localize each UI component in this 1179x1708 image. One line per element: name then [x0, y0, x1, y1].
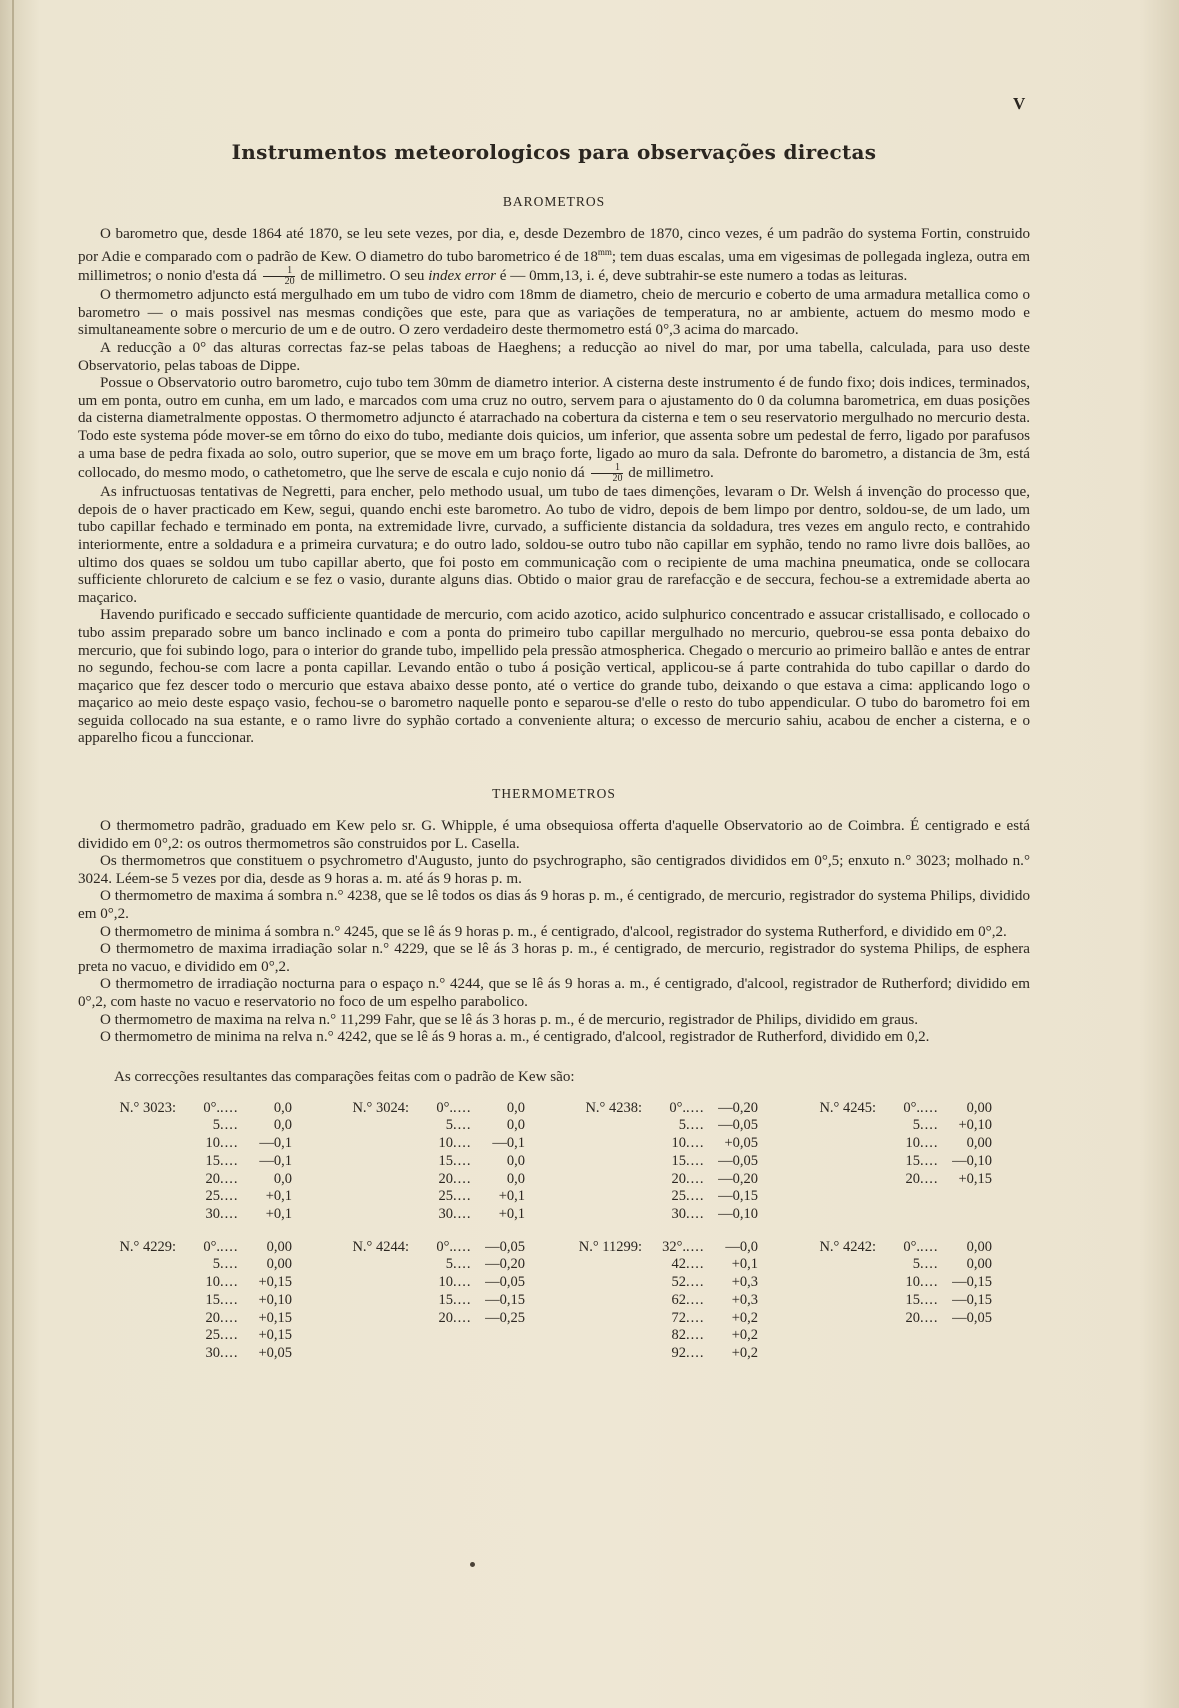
leader-dots: .... [920, 1135, 939, 1152]
corrections-row [544, 1274, 758, 1292]
correction-value: 0,0 [506, 1170, 525, 1187]
corrections-row [78, 1274, 292, 1292]
leader-dots: .... [453, 1291, 472, 1308]
instrument-number [311, 1135, 415, 1153]
temperature-point: 25 [671, 1188, 686, 1205]
leader-dots: .... [920, 1152, 939, 1169]
instrument-number [544, 1117, 648, 1135]
temperature-point: 0°. [436, 1099, 453, 1116]
instrument-number: N.° 4242: [819, 1238, 876, 1255]
corrections-row [311, 1100, 525, 1118]
correction-value: —0,15 [952, 1274, 992, 1291]
corrections-row [311, 1206, 525, 1224]
corrections-row [311, 1256, 525, 1274]
paragraph-thermometros-7: O thermometro de maxima na relva n.° 11,299 Fahr, que se lê ás 3 horas p. m., é de mercurio, registrador de Philips, dividido em graus. [100, 1011, 919, 1028]
correction-value: —0,05 [718, 1117, 758, 1134]
instrument-number [311, 1256, 415, 1274]
instrument-number [544, 1206, 648, 1224]
correction-value: +0,2 [731, 1344, 758, 1361]
corrections-row [78, 1188, 292, 1206]
instrument-number: N.° 3024: [352, 1099, 409, 1116]
corrections-row [311, 1292, 525, 1310]
instrument-number [78, 1327, 182, 1345]
corrections-table [78, 1100, 1030, 1380]
page-number: V [1013, 94, 1026, 113]
temperature-point: 20 [438, 1170, 453, 1187]
correction-value: +0,10 [958, 1117, 992, 1134]
temperature-point: 0°. [436, 1238, 453, 1255]
corrections-block [311, 1239, 525, 1327]
instrument-number [78, 1292, 182, 1310]
instrument-number [544, 1188, 648, 1206]
instrument-number: N.° 4245: [819, 1099, 876, 1116]
temperature-point: 82 [671, 1327, 686, 1344]
correction-value: 0,00 [966, 1099, 992, 1116]
instrument-number [778, 1310, 882, 1328]
instrument-number [544, 1310, 648, 1328]
corrections-row [544, 1117, 758, 1135]
instrument-number: N.° 3023: [119, 1099, 176, 1116]
temperature-point: 5 [212, 1117, 220, 1134]
leader-dots: .... [686, 1238, 705, 1255]
temperature-point: 10 [205, 1274, 220, 1291]
correction-value: —0,10 [718, 1205, 758, 1222]
leader-dots: .... [453, 1256, 472, 1273]
page-content [78, 140, 1030, 1380]
instrument-number [311, 1292, 415, 1310]
paragraph-thermometros-3: O thermometro de maxima á sombra n.° 4238, que se lê todos os dias ás 9 horas p. m., é centigrado, de mercurio, registrador do systema Philips, dividido em 0°,2. [78, 888, 1030, 923]
temperature-point: 10 [205, 1135, 220, 1152]
leader-dots: .... [453, 1238, 472, 1255]
leader-dots: .... [920, 1117, 939, 1134]
corrections-row [78, 1171, 292, 1189]
leader-dots: .... [920, 1291, 939, 1308]
corrections-row [544, 1188, 758, 1206]
instrument-number [311, 1153, 415, 1171]
temperature-point: 0°. [903, 1238, 920, 1255]
section-heading-barometros: BAROMETROS [502, 194, 606, 209]
corrections-row [544, 1327, 758, 1345]
instrument-number [78, 1274, 182, 1292]
corrections-row [78, 1327, 292, 1345]
temperature-point: 10 [905, 1135, 920, 1152]
leader-dots: .... [220, 1135, 239, 1152]
correction-value: 0,00 [966, 1238, 992, 1255]
instrument-number [78, 1206, 182, 1224]
correction-value: —0,05 [485, 1274, 525, 1291]
corrections-row [78, 1117, 292, 1135]
temperature-point: 5 [212, 1256, 220, 1273]
leader-dots: .... [686, 1256, 705, 1273]
paragraph-thermometros-5: O thermometro de maxima irradiação solar n.° 4229, que se lê ás 3 horas p. m., é centigrado, de mercurio, registrador do systema Philips, de esphera preta no vacuo, e dividido em 0°,2. [78, 941, 1030, 975]
correction-value: —0,1 [259, 1135, 292, 1152]
binding-gutter [12, 0, 14, 1708]
correction-value: —0,05 [485, 1238, 525, 1255]
corrections-row [311, 1153, 525, 1171]
temperature-point: 10 [905, 1274, 920, 1291]
paragraph-thermometros-4: O thermometro de minima á sombra n.° 4245, que se lê ás 9 horas p. m., é centigrado, d'alcool, registrador do systema Rutherford, e dividido em 0°,2. [100, 923, 1007, 940]
corrections-row [778, 1171, 992, 1189]
leader-dots: .... [920, 1099, 939, 1116]
leader-dots: .... [686, 1188, 705, 1205]
instrument-number [544, 1135, 648, 1153]
leader-dots: .... [686, 1327, 705, 1344]
leader-dots: .... [220, 1274, 239, 1291]
corrections-row [78, 1292, 292, 1310]
leader-dots: .... [686, 1152, 705, 1169]
correction-value: 0,00 [266, 1256, 292, 1273]
temperature-point: 15 [905, 1152, 920, 1169]
leader-dots: .... [220, 1327, 239, 1344]
corrections-row [311, 1188, 525, 1206]
correction-value: +0,15 [258, 1327, 292, 1344]
leader-dots: .... [453, 1274, 472, 1291]
correction-value: 0,0 [273, 1170, 292, 1187]
paragraph-thermometros-6: O thermometro de irradiação nocturna para o espaço n.° 4244, que se lê ás 9 horas a. m., é centigrado, d'alcool, registrador de Rutherford; dividido em 0°,2, com haste no vacuo e reservatorio no foco de um espelho parabolico. [78, 976, 1030, 1010]
instrument-number [311, 1171, 415, 1189]
correction-value: 0,0 [273, 1117, 292, 1134]
temperature-point: 72 [671, 1309, 686, 1326]
paragraph-barometros-1: O barometro que, desde 1864 até 1870, se leu sete vezes, por dia, e, desde Dezembro de 1870, cinco vezes, é um padrão do systema Fortin, construido por Adie e comparado com o padrão de Kew. O diametro do tubo barometrico é de $18^{mm}$; tem duas escalas, uma em vigesimas de pollegada ingleza, outra em millimetros; o nonio d'esta dá $\frac{1}{20}$ de millimetro. O seu index error é — 0mm,13, i. é, deve subtrahir-se este numero a todas as leituras. [78, 226, 1031, 288]
correction-value: —0,25 [485, 1309, 525, 1326]
leader-dots: .... [686, 1099, 705, 1116]
leader-dots: .... [686, 1309, 705, 1326]
paragraph-thermometros-8: O thermometro de minima na relva n.° 4242, que se lê ás 9 horas a. m., é centigrado, d'alcool, registrador de Rutherford, dividido em 0,2. [100, 1029, 930, 1046]
temperature-point: 20 [205, 1170, 220, 1187]
temperature-point: 0°. [203, 1238, 220, 1255]
correction-value: +0,2 [731, 1327, 758, 1344]
corrections-row [778, 1256, 992, 1274]
leader-dots: .... [686, 1135, 705, 1152]
leader-dots: .... [686, 1170, 705, 1187]
leader-dots: .... [220, 1291, 239, 1308]
instrument-number [311, 1274, 415, 1292]
leader-dots: .... [686, 1344, 705, 1361]
instrument-number [311, 1188, 415, 1206]
instrument-number: N.° 4244: [352, 1238, 409, 1255]
temperature-point: 5 [445, 1117, 453, 1134]
corrections-row [544, 1345, 758, 1363]
corrections-row [778, 1153, 992, 1171]
correction-value: 0,00 [966, 1135, 992, 1152]
instrument-number [544, 1345, 648, 1363]
leader-dots: .... [920, 1238, 939, 1255]
fraction: $\frac{1}{20}$ [591, 463, 623, 484]
corrections-row [778, 1239, 992, 1257]
corrections-block [778, 1239, 992, 1327]
correction-value: —0,20 [718, 1170, 758, 1187]
correction-value: —0,15 [485, 1291, 525, 1308]
corrections-row [544, 1239, 758, 1257]
corrections-row [78, 1256, 292, 1274]
correction-value: +0,05 [258, 1344, 292, 1361]
corrections-row [311, 1171, 525, 1189]
corrections-row [544, 1171, 758, 1189]
leader-dots: .... [453, 1309, 472, 1326]
temperature-point: 5 [445, 1256, 453, 1273]
corrections-block [544, 1100, 758, 1224]
instrument-number [78, 1171, 182, 1189]
instrument-number [78, 1153, 182, 1171]
correction-value: +0,1 [265, 1188, 292, 1205]
instrument-number [544, 1153, 648, 1171]
corrections-row [78, 1153, 292, 1171]
correction-value: +0,1 [498, 1205, 525, 1222]
temperature-point: 0°. [903, 1099, 920, 1116]
temperature-point: 92 [671, 1344, 686, 1361]
leader-dots: .... [220, 1170, 239, 1187]
correction-value: —0,1 [259, 1152, 292, 1169]
corrections-row [78, 1206, 292, 1224]
temperature-point: 62 [671, 1291, 686, 1308]
instrument-number [544, 1171, 648, 1189]
temperature-point: 15 [205, 1152, 220, 1169]
temperature-point: 15 [905, 1291, 920, 1308]
corrections-row [778, 1100, 992, 1118]
leader-dots: .... [220, 1309, 239, 1326]
instrument-number [778, 1292, 882, 1310]
instrument-number [78, 1135, 182, 1153]
correction-value: +0,1 [731, 1256, 758, 1273]
ink-dot [470, 1562, 475, 1567]
corrections-row [544, 1100, 758, 1118]
leader-dots: .... [220, 1205, 239, 1222]
leader-dots: .... [920, 1309, 939, 1326]
instrument-number [544, 1256, 648, 1274]
instrument-number [778, 1153, 882, 1171]
correction-value: +0,1 [265, 1205, 292, 1222]
instrument-number [544, 1292, 648, 1310]
temperature-point: 25 [438, 1188, 453, 1205]
temperature-point: 10 [438, 1274, 453, 1291]
temperature-point: 15 [671, 1152, 686, 1169]
instrument-number [78, 1188, 182, 1206]
instrument-number: N.° 11299: [578, 1238, 642, 1255]
leader-dots: .... [920, 1274, 939, 1291]
leader-dots: .... [920, 1256, 939, 1273]
corrections-block [544, 1239, 758, 1363]
leader-dots: .... [453, 1205, 472, 1222]
paragraph-barometros-2: O thermometro adjuncto está mergulhado em um tubo de vidro com 18mm de diametro, cheio de mercurio e coberto de uma armadura metallica como o barometro — o mais possivel nas mesmas condições que este, para que as variações de temperatura, no ar ambiente, actuem do mesmo modo e simultaneamente sobre o mercurio de um e de outro. O zero verdadeiro deste thermometro está 0°,3 acima do marcado. [78, 287, 1030, 339]
temperature-point: 20 [438, 1309, 453, 1326]
corrections-row [544, 1310, 758, 1328]
correction-value: +0,05 [724, 1135, 758, 1152]
corrections-row [311, 1274, 525, 1292]
corrections-row [778, 1274, 992, 1292]
correction-value: —0,0 [725, 1238, 758, 1255]
temperature-point: 15 [438, 1291, 453, 1308]
temperature-point: 10 [671, 1135, 686, 1152]
paragraph-barometros-4: Possue o Observatorio outro barometro, cujo tubo tem 30mm de diametro interior. A cisterna deste instrumento é de fundo fixo; dois indices, terminados, um em ponta, outro em cunha, em um lado, e marcados com uma cruz no outro, servem para o ajustamento do 0 da columna barometrica, em duas posições da cisterna diametralmente oppostas. O thermometro adjuncto é atarrachado na cobertura da cisterna e tem o seu reservatorio mergulhado no mercurio desta. Todo este systema póde mover-se em tôrno do eixo do tubo, mediante dois quicios, um inferior, que assenta sobre um pedestal de ferro, ligado por parafusos a uma base de pedra fixada ao solo, outro superior, que se move em um braço forte, ligado ao muro da sala. Defronte do barometro, a distancia de 3m, está collocado, do mesmo modo, o cathetometro, que lhe serve de escala e cujo nonio dá $\frac{1}{20}$ de millimetro. [78, 375, 1030, 485]
correction-value: +0,3 [731, 1291, 758, 1308]
temperature-point: 30 [205, 1205, 220, 1222]
leader-dots: .... [686, 1274, 705, 1291]
leader-dots: .... [220, 1238, 239, 1255]
temperature-point: 25 [205, 1327, 220, 1344]
temperature-point: 5 [912, 1117, 920, 1134]
leader-dots: .... [686, 1291, 705, 1308]
instrument-number [78, 1345, 182, 1363]
corrections-row [544, 1206, 758, 1224]
temperature-point: 30 [671, 1205, 686, 1222]
instrument-number [311, 1117, 415, 1135]
paragraph-barometros-3: A reducção a 0° das alturas correctas faz-se pelas taboas de Haeghens; a reducção ao nivel do mar, por uma tabella, calculada, para uso deste Observatorio, pelas taboas de Dippe. [78, 340, 1030, 374]
leader-dots: .... [453, 1135, 472, 1152]
corrections-block [311, 1100, 525, 1224]
paragraph-barometros-5: As infructuosas tentativas de Negretti, para encher, pelo methodo usual, um tubo de taes dimenções, levaram o Dr. Welsh á invenção do processo que, depois de o haver practicado em Kew, segui, quando enchi este barometro. Ao tubo de vidro, depois de bem limpo por dentro, soldou-se, de um lado, um tubo capillar fechado e terminado em ponta, na extremidade livre, curvado, a sufficiente distancia da soldadura, tres vezes em angulo recto, e contrahido interiormente, entre a soldadura e a primeira curvatura; e do outro lado, soldou-se outro tubo não capillar em syphão, tendo no ramo livre dois ballões, ao ultimo dos quaes se soldou um tubo capillar aberto, que foi posto em communicação com o recipiente de uma machina pneumatica, onde se collocara sufficiente chlorureto de calcium e se fez o vasio, durante alguns dias. Obtido o maior grau de rarefacção e de seccura, fechou-se a extremidade aberta ao maçarico. [78, 484, 1030, 606]
leader-dots: .... [453, 1152, 472, 1169]
correction-value: 0,00 [966, 1256, 992, 1273]
leader-dots: .... [453, 1170, 472, 1187]
correction-value: +0,10 [258, 1291, 292, 1308]
correction-value: 0,0 [506, 1152, 525, 1169]
corrections-row [78, 1345, 292, 1363]
instrument-number [544, 1274, 648, 1292]
temperature-point: 10 [438, 1135, 453, 1152]
correction-value: —0,15 [952, 1291, 992, 1308]
temperature-point: 32°. [662, 1238, 686, 1255]
fraction: $\frac{1}{20}$ [263, 266, 295, 287]
temperature-point: 20 [671, 1170, 686, 1187]
leader-dots: .... [686, 1205, 705, 1222]
correction-value: +0,3 [731, 1274, 758, 1291]
corrections-row [544, 1153, 758, 1171]
instrument-number [78, 1310, 182, 1328]
corrections-row [311, 1135, 525, 1153]
temperature-point: 5 [678, 1117, 686, 1134]
leader-dots: .... [220, 1256, 239, 1273]
temperature-point: 15 [205, 1291, 220, 1308]
temperature-point: 0°. [203, 1099, 220, 1116]
correction-value: —0,20 [718, 1099, 758, 1116]
temperature-point: 5 [912, 1256, 920, 1273]
corrections-row [78, 1135, 292, 1153]
corrections-row [78, 1310, 292, 1328]
temperature-point: 0°. [669, 1099, 686, 1116]
instrument-number [778, 1135, 882, 1153]
temperature-point: 15 [438, 1152, 453, 1169]
corrections-row [544, 1135, 758, 1153]
leader-dots: .... [220, 1152, 239, 1169]
instrument-number [778, 1256, 882, 1274]
leader-dots: .... [220, 1344, 239, 1361]
correction-value: —0,15 [718, 1188, 758, 1205]
page-title: Instrumentos meteorologicos para observações directas [231, 140, 877, 164]
leader-dots: .... [453, 1188, 472, 1205]
correction-value: 0,0 [506, 1099, 525, 1116]
leader-dots: .... [220, 1188, 239, 1205]
instrument-number: N.° 4229: [119, 1238, 176, 1255]
paragraph-thermometros-1: O thermometro padrão, graduado em Kew pelo sr. G. Whipple, é uma obsequiosa offerta d'aquelle Observatorio ao de Coimbra. É centigrado e está dividido em 0°,2: os outros thermometros são construidos por L. Casella. [78, 818, 1030, 852]
instrument-number: N.° 4238: [585, 1099, 642, 1116]
paragraph-barometros-6: Havendo purificado e seccado sufficiente quantidade de mercurio, com acido azotico, acido sulphurico concentrado e assucar cristallisado, e collocado o tubo assim preparado sobre um banco inclinado e com a ponta do primeiro tubo capillar mergulhado no mercurio, quebrou-se essa ponta debaixo do mercurio, que foi subindo logo, para o interior do grande tubo, impellido pela pressão atmospherica. Chegado o mercurio ao primeiro ballão e antes de entrar no segundo, fechou-se com lacre a ponta capillar. Levando então o tubo á posição vertical, applicou-se á parte contrahida do tubo capillar o dardo do maçarico que fez descer todo o mercurio que estava abaixo desse ponto, até o vertice do grande tubo, deixando o que estava a cima: applicando logo o maçarico ao meio deste espaço vasio, fechou-se o barometro naquelle ponto e separou-se d'elle o resto do tubo appendicular. O tubo do barometro foi em seguida collocado na sua estante, e o ramo livre do syphão cortado a conveniente altura; o excesso de mercurio sahiu, acabou de encher a cisterna, e o apparelho ficou a funccionar. [78, 607, 1030, 747]
correction-value: +0,15 [258, 1309, 292, 1326]
corrections-row [778, 1135, 992, 1153]
temperature-point: 52 [671, 1274, 686, 1291]
temperature-point: 20 [905, 1170, 920, 1187]
corrections-row [778, 1117, 992, 1135]
instrument-number [778, 1117, 882, 1135]
correction-value: 0,0 [273, 1099, 292, 1116]
correction-value: +0,15 [958, 1170, 992, 1187]
corrections-row [778, 1310, 992, 1328]
corrections-row [311, 1310, 525, 1328]
instrument-number [778, 1171, 882, 1189]
temperature-point: 42 [671, 1256, 686, 1273]
leader-dots: .... [220, 1099, 239, 1116]
instrument-number [778, 1274, 882, 1292]
instrument-number [311, 1206, 415, 1224]
correction-value: +0,1 [498, 1188, 525, 1205]
instrument-number [311, 1310, 415, 1328]
leader-dots: .... [686, 1117, 705, 1134]
correction-value: —0,05 [718, 1152, 758, 1169]
correction-value: —0,20 [485, 1256, 525, 1273]
correction-value: —0,05 [952, 1309, 992, 1326]
corrections-block [78, 1239, 292, 1363]
correction-value: +0,15 [258, 1274, 292, 1291]
corrections-row [311, 1239, 525, 1257]
instrument-number [78, 1256, 182, 1274]
corrections-row [544, 1292, 758, 1310]
instrument-number [78, 1117, 182, 1135]
correction-value: —0,1 [492, 1135, 525, 1152]
corrections-row [778, 1292, 992, 1310]
instrument-number [544, 1327, 648, 1345]
section-heading-thermometros: THERMOMETROS [492, 786, 616, 802]
corrections-row [544, 1256, 758, 1274]
correction-value: 0,0 [506, 1117, 525, 1134]
corrections-block [78, 1100, 292, 1224]
leader-dots: .... [453, 1117, 472, 1134]
paragraph-thermometros-2: Os thermometros que constituem o psychrometro d'Augusto, junto do psychrographo, são centigrados divididos em 0°,5; enxuto n.° 3023; molhado n.° 3024. Léem-se 5 vezes por dia, desde as 9 horas a. m. até ás 9 horas p. m. [78, 853, 1030, 887]
leader-dots: .... [453, 1099, 472, 1116]
leader-dots: .... [920, 1170, 939, 1187]
temperature-point: 30 [438, 1205, 453, 1222]
correction-value: —0,10 [952, 1152, 992, 1169]
corrections-row [311, 1117, 525, 1135]
temperature-point: 20 [205, 1309, 220, 1326]
corrections-intro: As correcções resultantes das comparações feitas com o padrão de Kew são: [114, 1068, 575, 1085]
correction-value: 0,00 [266, 1238, 292, 1255]
leader-dots: .... [220, 1117, 239, 1134]
temperature-point: 30 [205, 1344, 220, 1361]
temperature-point: 20 [905, 1309, 920, 1326]
corrections-row [78, 1239, 292, 1257]
temperature-point: 25 [205, 1188, 220, 1205]
correction-value: +0,2 [731, 1309, 758, 1326]
corrections-block [778, 1100, 992, 1188]
corrections-row [78, 1100, 292, 1118]
